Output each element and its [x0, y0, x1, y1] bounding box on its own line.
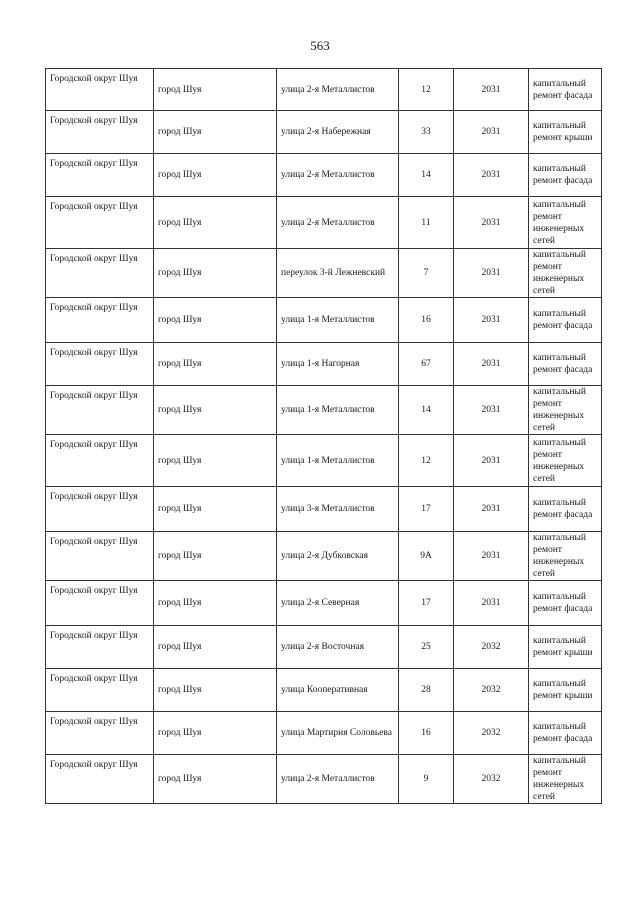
street-cell: улица 2-я Восточная: [277, 626, 399, 669]
house-number-cell: 12: [399, 435, 454, 487]
house-number-cell: 17: [399, 581, 454, 626]
table-row: [46, 626, 602, 669]
table-row: [46, 669, 602, 712]
house-number-cell: 14: [399, 386, 454, 435]
city-cell: город Шуя: [154, 154, 277, 197]
work-type-cell: капитальный ремонт фасада: [529, 487, 602, 532]
year-cell: 2031: [454, 487, 529, 532]
house-number-cell: 17: [399, 487, 454, 532]
region-cell: Городской округ Шуя: [46, 249, 154, 298]
house-number-cell: 67: [399, 343, 454, 386]
house-number-cell: 25: [399, 626, 454, 669]
street-cell: улица Кооперативная: [277, 669, 399, 712]
street-cell: улица 2-я Металлистов: [277, 755, 399, 804]
street-cell: улица 2-я Дубковская: [277, 532, 399, 581]
table-row: [46, 386, 602, 435]
table-row: [46, 249, 602, 298]
year-cell: 2032: [454, 755, 529, 804]
city-cell: город Шуя: [154, 626, 277, 669]
city-cell: город Шуя: [154, 487, 277, 532]
street-cell: улица Мартирия Соловьева: [277, 712, 399, 755]
city-cell: город Шуя: [154, 249, 277, 298]
work-type-cell: капитальный ремонт крыши: [529, 669, 602, 712]
year-cell: 2031: [454, 386, 529, 435]
region-cell: Городской округ Шуя: [46, 197, 154, 249]
work-type-cell: капитальный ремонт крыши: [529, 111, 602, 154]
city-cell: город Шуя: [154, 532, 277, 581]
city-cell: город Шуя: [154, 197, 277, 249]
work-type-cell: капитальный ремонт инженерных сетей: [529, 197, 602, 249]
city-cell: город Шуя: [154, 343, 277, 386]
work-type-cell: капитальный ремонт фасада: [529, 712, 602, 755]
house-number-cell: 33: [399, 111, 454, 154]
table-row: [46, 343, 602, 386]
table-body: [46, 69, 602, 804]
street-cell: улица 2-я Металлистов: [277, 69, 399, 111]
region-cell: Городской округ Шуя: [46, 487, 154, 532]
work-type-cell: капитальный ремонт инженерных сетей: [529, 386, 602, 435]
street-cell: улица 2-я Набережная: [277, 111, 399, 154]
table-row: [46, 111, 602, 154]
work-type-cell: капитальный ремонт инженерных сетей: [529, 532, 602, 581]
street-cell: улица 2-я Металлистов: [277, 197, 399, 249]
street-cell: улица 1-я Металлистов: [277, 298, 399, 343]
region-cell: Городской округ Шуя: [46, 581, 154, 626]
table-row: [46, 581, 602, 626]
year-cell: 2031: [454, 532, 529, 581]
region-cell: Городской округ Шуя: [46, 712, 154, 755]
year-cell: 2032: [454, 669, 529, 712]
table-row: [46, 69, 602, 111]
work-type-cell: капитальный ремонт фасада: [529, 69, 602, 111]
city-cell: город Шуя: [154, 69, 277, 111]
work-type-cell: капитальный ремонт фасада: [529, 343, 602, 386]
year-cell: 2031: [454, 581, 529, 626]
city-cell: город Шуя: [154, 298, 277, 343]
region-cell: Городской округ Шуя: [46, 111, 154, 154]
year-cell: 2031: [454, 298, 529, 343]
page-number: 563: [310, 38, 330, 53]
house-number-cell: 9: [399, 755, 454, 804]
house-number-cell: 12: [399, 69, 454, 111]
street-cell: улица 1-я Нагорная: [277, 343, 399, 386]
region-cell: Городской округ Шуя: [46, 532, 154, 581]
house-number-cell: 28: [399, 669, 454, 712]
city-cell: город Шуя: [154, 111, 277, 154]
year-cell: 2031: [454, 111, 529, 154]
street-cell: улица 1-я Металлистов: [277, 435, 399, 487]
year-cell: 2031: [454, 435, 529, 487]
table-row: [46, 532, 602, 581]
year-cell: 2032: [454, 626, 529, 669]
street-cell: улица 3-я Металлистов: [277, 487, 399, 532]
region-cell: Городской округ Шуя: [46, 69, 154, 111]
region-cell: Городской округ Шуя: [46, 626, 154, 669]
street-cell: улица 2-я Северная: [277, 581, 399, 626]
table-row: [46, 755, 602, 804]
table-row: [46, 154, 602, 197]
city-cell: город Шуя: [154, 755, 277, 804]
house-number-cell: 9А: [399, 532, 454, 581]
street-cell: улица 2-я Металлистов: [277, 154, 399, 197]
region-cell: Городской округ Шуя: [46, 435, 154, 487]
house-number-cell: 14: [399, 154, 454, 197]
region-cell: Городской округ Шуя: [46, 755, 154, 804]
house-number-cell: 7: [399, 249, 454, 298]
region-cell: Городской округ Шуя: [46, 386, 154, 435]
work-type-cell: капитальный ремонт инженерных сетей: [529, 435, 602, 487]
city-cell: город Шуя: [154, 435, 277, 487]
work-type-cell: капитальный ремонт фасада: [529, 154, 602, 197]
repair-schedule-table: [45, 68, 602, 804]
year-cell: 2031: [454, 197, 529, 249]
city-cell: город Шуя: [154, 386, 277, 435]
year-cell: 2031: [454, 343, 529, 386]
table-row: [46, 298, 602, 343]
house-number-cell: 16: [399, 712, 454, 755]
year-cell: 2031: [454, 249, 529, 298]
table-row: [46, 197, 602, 249]
house-number-cell: 16: [399, 298, 454, 343]
year-cell: 2032: [454, 712, 529, 755]
work-type-cell: капитальный ремонт инженерных сетей: [529, 249, 602, 298]
street-cell: переулок 3-й Лежневский: [277, 249, 399, 298]
work-type-cell: капитальный ремонт фасада: [529, 298, 602, 343]
table-row: [46, 487, 602, 532]
work-type-cell: капитальный ремонт инженерных сетей: [529, 755, 602, 804]
year-cell: 2031: [454, 154, 529, 197]
region-cell: Городской округ Шуя: [46, 669, 154, 712]
region-cell: Городской округ Шуя: [46, 298, 154, 343]
street-cell: улица 1-я Металлистов: [277, 386, 399, 435]
city-cell: город Шуя: [154, 669, 277, 712]
table-row: [46, 435, 602, 487]
house-number-cell: 11: [399, 197, 454, 249]
region-cell: Городской округ Шуя: [46, 343, 154, 386]
table-row: [46, 712, 602, 755]
city-cell: город Шуя: [154, 581, 277, 626]
year-cell: 2031: [454, 69, 529, 111]
work-type-cell: капитальный ремонт крыши: [529, 626, 602, 669]
city-cell: город Шуя: [154, 712, 277, 755]
work-type-cell: капитальный ремонт фасада: [529, 581, 602, 626]
region-cell: Городской округ Шуя: [46, 154, 154, 197]
